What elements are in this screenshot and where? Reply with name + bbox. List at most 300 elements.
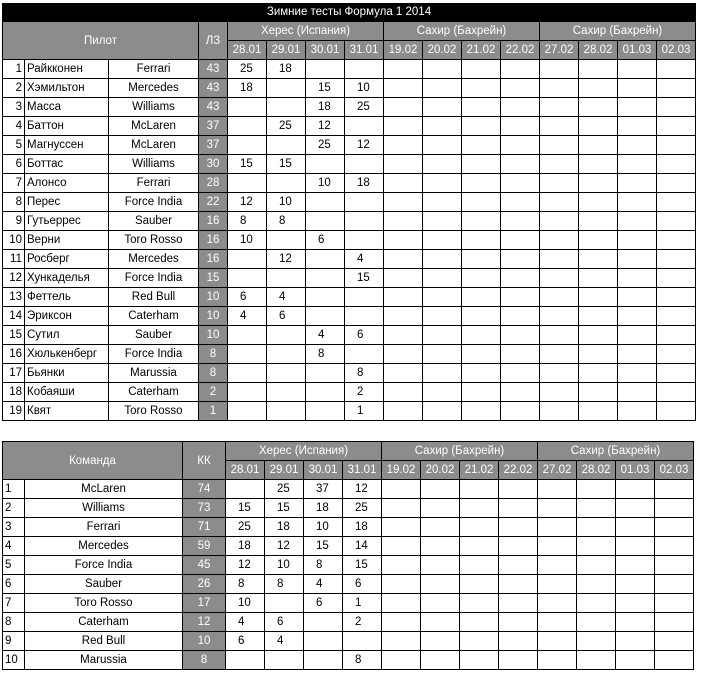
result-cell: [657, 402, 696, 421]
result-cell: [499, 632, 538, 651]
result-cell: [540, 269, 579, 288]
driver-team: Force India: [109, 269, 199, 288]
result-cell: [345, 60, 384, 79]
result-cell: [421, 556, 460, 575]
date-header: 28.02: [579, 41, 618, 60]
result-cell: [345, 231, 384, 250]
result-cell: 15: [304, 537, 343, 556]
result-cell: [462, 250, 501, 269]
driver-score: 28: [199, 174, 228, 193]
result-cell: [579, 383, 618, 402]
result-cell: [423, 345, 462, 364]
result-cell: [577, 518, 616, 537]
table-row: [3, 364, 696, 383]
row-number: 10: [3, 231, 25, 250]
team-name: Marussia: [25, 651, 183, 670]
venue-header: Сахир (Бахрейн): [540, 22, 696, 41]
result-cell: [462, 345, 501, 364]
row-number: 3: [3, 98, 25, 117]
driver-score: 16: [199, 212, 228, 231]
date-header: 01.03: [616, 461, 655, 480]
result-cell: [499, 518, 538, 537]
result-cell: [423, 326, 462, 345]
result-cell: [306, 288, 345, 307]
result-cell: 25: [306, 136, 345, 155]
result-cell: 6: [345, 326, 384, 345]
date-header: 30.01: [306, 41, 345, 60]
result-cell: [501, 212, 540, 231]
date-header: 02.03: [655, 461, 694, 480]
result-cell: [462, 307, 501, 326]
result-cell: [501, 288, 540, 307]
result-cell: [538, 651, 577, 670]
result-cell: [267, 345, 306, 364]
result-cell: [462, 402, 501, 421]
table-row: [3, 537, 694, 556]
result-cell: [423, 193, 462, 212]
result-cell: [579, 136, 618, 155]
score-column-header: КК: [183, 442, 226, 480]
drivers-table: [2, 3, 696, 421]
result-cell: [423, 364, 462, 383]
result-cell: [655, 632, 694, 651]
result-cell: [462, 136, 501, 155]
result-cell: [304, 632, 343, 651]
result-cell: [618, 212, 657, 231]
result-cell: 12: [228, 193, 267, 212]
result-cell: [423, 155, 462, 174]
row-number: 12: [3, 269, 25, 288]
row-number: 2: [3, 79, 25, 98]
result-cell: [501, 231, 540, 250]
result-cell: [501, 250, 540, 269]
result-cell: [384, 288, 423, 307]
result-cell: [657, 212, 696, 231]
result-cell: 4: [228, 307, 267, 326]
team-name: Sauber: [25, 575, 183, 594]
result-cell: [579, 345, 618, 364]
result-cell: [460, 537, 499, 556]
result-cell: 8: [306, 345, 345, 364]
driver-team: Mercedes: [109, 79, 199, 98]
row-number: 9: [3, 212, 25, 231]
result-cell: [579, 231, 618, 250]
result-cell: [345, 117, 384, 136]
driver-score: 43: [199, 98, 228, 117]
result-cell: [616, 537, 655, 556]
result-cell: [616, 651, 655, 670]
driver-name: Гутьеррес: [25, 212, 109, 231]
result-cell: [228, 364, 267, 383]
result-cell: 15: [267, 155, 306, 174]
table-row: [3, 250, 696, 269]
result-cell: [657, 79, 696, 98]
venue-header: Сахир (Бахрейн): [538, 442, 694, 461]
result-cell: [655, 594, 694, 613]
table-row: [3, 651, 694, 670]
driver-name: Баттон: [25, 117, 109, 136]
result-cell: [306, 364, 345, 383]
page-title: Зимние тесты Формула 1 2014: [3, 4, 696, 22]
result-cell: 15: [265, 499, 304, 518]
result-cell: 10: [306, 174, 345, 193]
result-cell: [540, 174, 579, 193]
result-cell: 6: [306, 231, 345, 250]
table-row: [3, 594, 694, 613]
result-cell: 8: [345, 364, 384, 383]
result-cell: [421, 480, 460, 499]
result-cell: [579, 98, 618, 117]
driver-score: 22: [199, 193, 228, 212]
table-row: [3, 117, 696, 136]
result-cell: [540, 326, 579, 345]
result-cell: [382, 499, 421, 518]
row-number: 17: [3, 364, 25, 383]
date-header: 20.02: [421, 461, 460, 480]
result-cell: 4: [226, 613, 265, 632]
table-row: [3, 499, 694, 518]
result-cell: 25: [228, 60, 267, 79]
result-cell: [579, 117, 618, 136]
driver-team: Sauber: [109, 326, 199, 345]
result-cell: [423, 117, 462, 136]
result-cell: [460, 613, 499, 632]
result-cell: [501, 60, 540, 79]
result-cell: [462, 193, 501, 212]
result-cell: 10: [345, 79, 384, 98]
row-number: 19: [3, 402, 25, 421]
result-cell: [540, 345, 579, 364]
result-cell: [616, 499, 655, 518]
result-cell: [460, 556, 499, 575]
result-cell: [382, 556, 421, 575]
result-cell: 6: [267, 307, 306, 326]
result-cell: [499, 613, 538, 632]
team-score: 73: [183, 499, 226, 518]
result-cell: [421, 518, 460, 537]
result-cell: [345, 307, 384, 326]
result-cell: 2: [343, 613, 382, 632]
result-cell: [618, 117, 657, 136]
result-cell: 18: [306, 98, 345, 117]
result-cell: [579, 288, 618, 307]
result-cell: [423, 402, 462, 421]
result-cell: [657, 269, 696, 288]
result-cell: [657, 326, 696, 345]
result-cell: [618, 193, 657, 212]
result-cell: [538, 613, 577, 632]
result-cell: [501, 174, 540, 193]
result-cell: 18: [265, 518, 304, 537]
result-cell: [460, 651, 499, 670]
driver-name: Бьянки: [25, 364, 109, 383]
driver-score: 15: [199, 269, 228, 288]
result-cell: [579, 174, 618, 193]
result-cell: [499, 537, 538, 556]
result-cell: [462, 155, 501, 174]
row-number: 9: [3, 632, 25, 651]
result-cell: 14: [343, 537, 382, 556]
driver-score: 10: [199, 288, 228, 307]
result-cell: 12: [306, 117, 345, 136]
result-cell: [267, 402, 306, 421]
result-cell: 6: [226, 632, 265, 651]
team-score: 17: [183, 594, 226, 613]
pilot-column-header: Пилот: [3, 22, 199, 60]
result-cell: [382, 518, 421, 537]
result-cell: 10: [265, 556, 304, 575]
result-cell: [655, 480, 694, 499]
result-cell: [421, 499, 460, 518]
result-cell: [501, 136, 540, 155]
result-cell: 12: [267, 250, 306, 269]
team-name: Mercedes: [25, 537, 183, 556]
result-cell: 18: [226, 537, 265, 556]
result-cell: [345, 288, 384, 307]
date-header: 19.02: [384, 41, 423, 60]
table-row: [3, 193, 696, 212]
result-cell: [267, 174, 306, 193]
result-cell: [577, 480, 616, 499]
result-cell: [462, 269, 501, 288]
driver-team: Caterham: [109, 307, 199, 326]
table-row: [3, 231, 696, 250]
result-cell: [616, 613, 655, 632]
result-cell: [423, 231, 462, 250]
result-cell: [616, 632, 655, 651]
result-cell: [267, 383, 306, 402]
result-cell: [228, 117, 267, 136]
date-header: 27.02: [540, 41, 579, 60]
result-cell: [462, 60, 501, 79]
driver-team: Caterham: [109, 383, 199, 402]
result-cell: [267, 364, 306, 383]
result-cell: [345, 193, 384, 212]
result-cell: [423, 79, 462, 98]
result-cell: [657, 383, 696, 402]
result-cell: [421, 537, 460, 556]
row-number: 11: [3, 250, 25, 269]
result-cell: [460, 518, 499, 537]
result-cell: [618, 174, 657, 193]
table-row: [3, 402, 696, 421]
result-cell: [267, 79, 306, 98]
result-cell: [382, 632, 421, 651]
result-cell: [382, 537, 421, 556]
driver-team: Force India: [109, 193, 199, 212]
result-cell: [384, 79, 423, 98]
driver-team: Toro Rosso: [109, 231, 199, 250]
driver-name: Росберг: [25, 250, 109, 269]
result-cell: [423, 250, 462, 269]
team-score: 26: [183, 575, 226, 594]
result-cell: [657, 98, 696, 117]
team-score: 71: [183, 518, 226, 537]
result-cell: [265, 651, 304, 670]
result-cell: [499, 556, 538, 575]
result-cell: [306, 250, 345, 269]
date-header: 21.02: [460, 461, 499, 480]
row-number: 4: [3, 117, 25, 136]
result-cell: 8: [343, 651, 382, 670]
result-cell: [501, 269, 540, 288]
result-cell: [384, 193, 423, 212]
result-cell: [304, 651, 343, 670]
driver-team: McLaren: [109, 117, 199, 136]
date-header: 28.01: [226, 461, 265, 480]
result-cell: [423, 98, 462, 117]
result-cell: [384, 231, 423, 250]
result-cell: [228, 326, 267, 345]
result-cell: [499, 651, 538, 670]
result-cell: [616, 556, 655, 575]
result-cell: 6: [228, 288, 267, 307]
result-cell: 37: [304, 480, 343, 499]
team-score: 12: [183, 613, 226, 632]
result-cell: [384, 364, 423, 383]
result-cell: [228, 250, 267, 269]
result-cell: [616, 575, 655, 594]
result-cell: [538, 575, 577, 594]
result-cell: 25: [343, 499, 382, 518]
result-cell: [423, 136, 462, 155]
result-cell: [618, 402, 657, 421]
result-cell: [499, 499, 538, 518]
date-header: 29.01: [267, 41, 306, 60]
venue-header: Сахир (Бахрейн): [384, 22, 540, 41]
table-row: [3, 212, 696, 231]
result-cell: [421, 651, 460, 670]
result-cell: [540, 364, 579, 383]
result-cell: [501, 117, 540, 136]
result-cell: [384, 307, 423, 326]
row-number: 6: [3, 575, 25, 594]
result-cell: [499, 480, 538, 499]
row-number: 3: [3, 518, 25, 537]
result-cell: [540, 117, 579, 136]
result-cell: 15: [226, 499, 265, 518]
driver-score: 16: [199, 231, 228, 250]
table-row: [3, 174, 696, 193]
result-cell: [579, 212, 618, 231]
row-number: 14: [3, 307, 25, 326]
result-cell: 8: [265, 575, 304, 594]
result-cell: [618, 79, 657, 98]
team-name: Williams: [25, 499, 183, 518]
team-column-header: Команда: [3, 442, 183, 480]
row-number: 10: [3, 651, 25, 670]
result-cell: [384, 136, 423, 155]
result-cell: [618, 250, 657, 269]
driver-team: McLaren: [109, 136, 199, 155]
team-score: 74: [183, 480, 226, 499]
result-cell: [267, 231, 306, 250]
result-cell: [657, 117, 696, 136]
date-header: 31.01: [343, 461, 382, 480]
result-cell: [540, 231, 579, 250]
table-row: [3, 345, 696, 364]
result-cell: [228, 269, 267, 288]
result-cell: [343, 632, 382, 651]
result-cell: [618, 364, 657, 383]
result-cell: [423, 269, 462, 288]
table-row: [3, 288, 696, 307]
table-row: [3, 383, 696, 402]
result-cell: [540, 383, 579, 402]
result-cell: [460, 575, 499, 594]
result-cell: [228, 136, 267, 155]
team-score: 59: [183, 537, 226, 556]
driver-name: Магнуссен: [25, 136, 109, 155]
driver-score: 43: [199, 60, 228, 79]
result-cell: [226, 651, 265, 670]
result-cell: [540, 402, 579, 421]
team-name: Toro Rosso: [25, 594, 183, 613]
result-cell: 12: [226, 556, 265, 575]
result-cell: [540, 136, 579, 155]
result-cell: [265, 594, 304, 613]
result-cell: [577, 575, 616, 594]
teams-table: [2, 441, 694, 670]
result-cell: 4: [306, 326, 345, 345]
result-cell: [384, 269, 423, 288]
date-header: 22.02: [499, 461, 538, 480]
driver-name: Эриксон: [25, 307, 109, 326]
row-number: 7: [3, 174, 25, 193]
result-cell: [657, 231, 696, 250]
driver-score: 16: [199, 250, 228, 269]
result-cell: [538, 632, 577, 651]
team-score: 45: [183, 556, 226, 575]
row-number: 1: [3, 480, 25, 499]
result-cell: 4: [267, 288, 306, 307]
result-cell: [657, 174, 696, 193]
result-cell: [228, 402, 267, 421]
result-cell: [540, 212, 579, 231]
date-header: 29.01: [265, 461, 304, 480]
result-cell: [618, 307, 657, 326]
result-cell: [267, 98, 306, 117]
result-cell: 10: [226, 594, 265, 613]
table-row: [3, 326, 696, 345]
driver-name: Кобаяши: [25, 383, 109, 402]
result-cell: [577, 613, 616, 632]
result-cell: 25: [345, 98, 384, 117]
result-cell: [423, 212, 462, 231]
row-number: 15: [3, 326, 25, 345]
result-cell: [462, 383, 501, 402]
driver-name: Перес: [25, 193, 109, 212]
row-number: 1: [3, 60, 25, 79]
date-header: 28.02: [577, 461, 616, 480]
result-cell: 6: [265, 613, 304, 632]
result-cell: [579, 307, 618, 326]
table-row: [3, 307, 696, 326]
result-cell: [540, 250, 579, 269]
result-cell: [501, 345, 540, 364]
result-cell: [462, 364, 501, 383]
result-cell: [462, 212, 501, 231]
result-cell: [540, 79, 579, 98]
result-cell: [306, 307, 345, 326]
result-cell: [616, 594, 655, 613]
result-cell: [501, 193, 540, 212]
driver-team: Sauber: [109, 212, 199, 231]
team-name: Ferrari: [25, 518, 183, 537]
date-header: 31.01: [345, 41, 384, 60]
result-cell: [267, 136, 306, 155]
result-cell: 4: [265, 632, 304, 651]
